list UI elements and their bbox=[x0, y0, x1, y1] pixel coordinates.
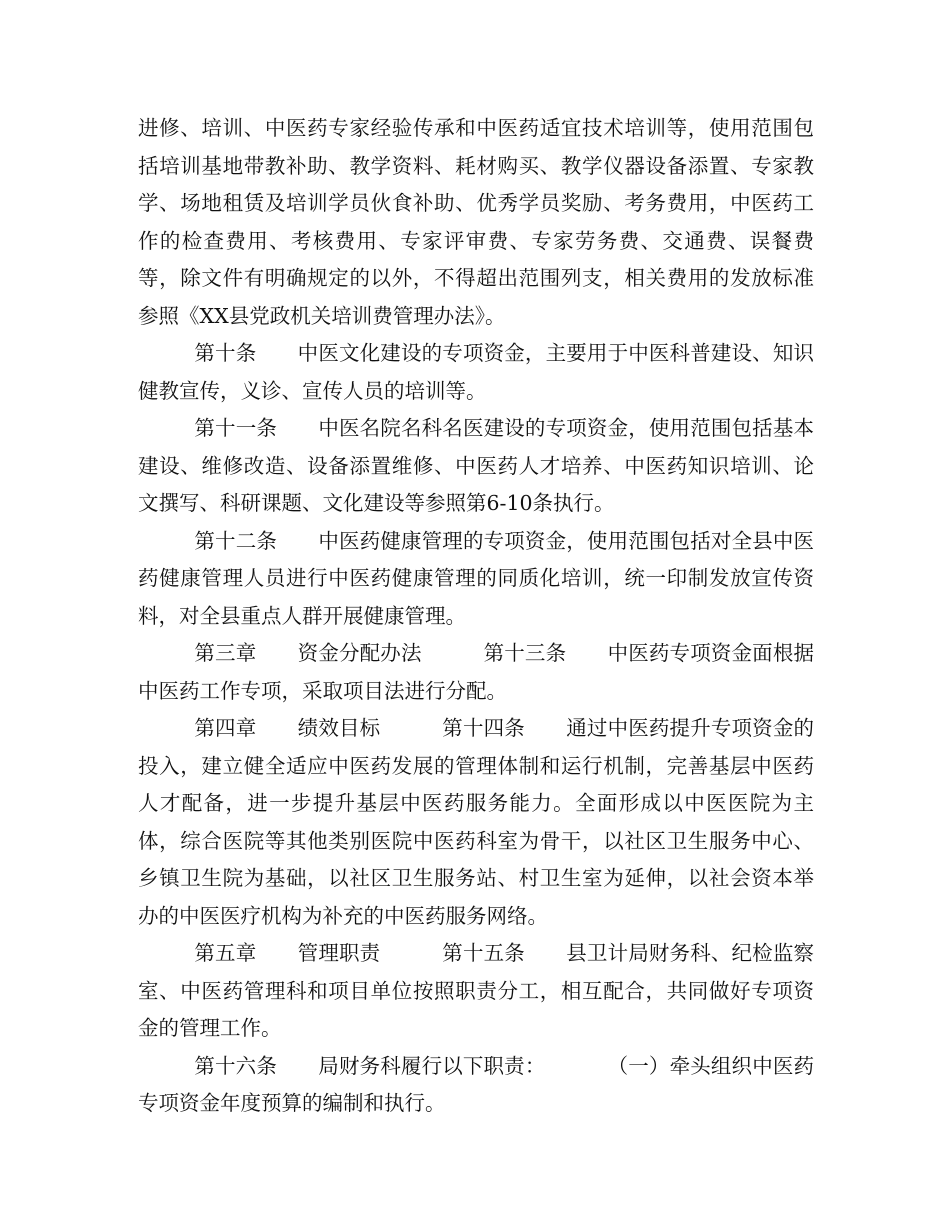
paragraph-article-12: 第十二条 中医药健康管理的专项资金，使用范围包括对全县中医药健康管理人员进行中医药健康管理的同质化培训，统一印制发放宣传资料，对全县重点人群开展健康管理。 bbox=[138, 528, 814, 628]
paragraph-article-16: 第十六条 局财务科履行以下职责： （一）牵头组织中医药专项资金年度预算的编制和执行。 bbox=[138, 1053, 814, 1115]
paragraph-chapter-5: 第五章 管理职责 第十五条 县卫计局财务科、纪检监察室、中医药管理科和项目单位按照职责分工，相互配合，共同做好专项资金的管理工作。 bbox=[138, 941, 814, 1040]
paragraph-article-10: 第十条 中医文化建设的专项资金，主要用于中医科普建设、知识健教宣传，义诊、宣传人员的培训等。 bbox=[138, 341, 814, 403]
document-page bbox=[138, 110, 814, 1123]
paragraph-training-scope: 进修、培训、中医药专家经验传承和中医药适宜技术培训等，使用范围包括培训基地带教补助、教学资料、耗材购买、教学仪器设备添置、专家教学、场地租赁及培训学员伙食补助、优秀学员奖励、考务费用，中医药工作的检查费用、考核费用、专家评审费、专家劳务费、交通费、误餐费等，除文件有明确规定的以外，不得超出范围列支，相关费用的发放标准参照《XX县党政机关培训费管理办法》。 bbox=[138, 116, 814, 328]
paragraph-article-11: 第十一条 中医名院名科名医建设的专项资金，使用范围包括基本建设、维修改造、设备添置维修、中医药人才培养、中医药知识培训、论文撰写、科研课题、文化建设等参照第6-10条执行。 bbox=[138, 416, 814, 515]
paragraph-chapter-4: 第四章 绩效目标 第十四条 通过中医药提升专项资金的投入，建立健全适应中医药发展的管理体制和运行机制，完善基层中医药人才配备，进一步提升基层中医药服务能力。全面形成以中医医院为主体，综合医院等其他类别医院中医药科室为骨干，以社区卫生服务中心、乡镇卫生院为基础，以社区卫生服务站、村卫生室为延伸，以社会资本举办的中医医疗机构为补充的中医药服务网络。 bbox=[138, 716, 814, 928]
paragraph-chapter-3: 第三章 资金分配办法 第十三条 中医药专项资金面根据中医药工作专项，采取项目法进行分配。 bbox=[138, 641, 814, 703]
